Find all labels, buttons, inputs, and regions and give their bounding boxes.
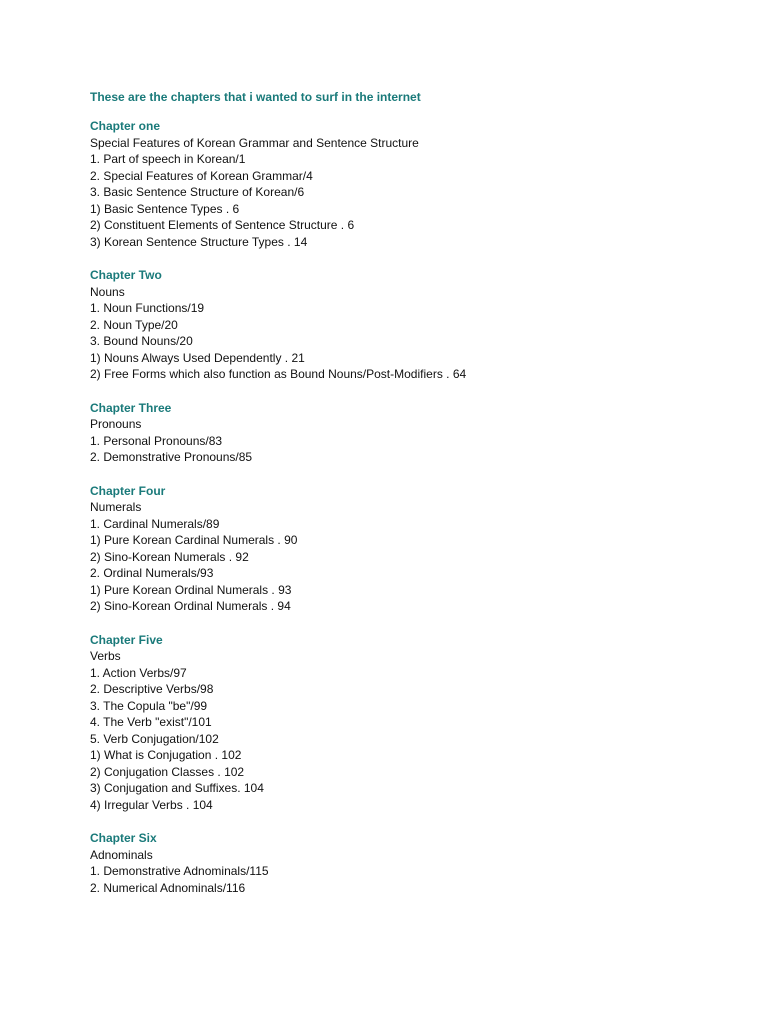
list-item: 1) What is Conjugation . 102	[90, 748, 242, 762]
list-item: 1) Basic Sentence Types . 6	[90, 201, 240, 216]
intro-heading: These are the chapters that i wanted to surf in the internet	[90, 90, 421, 104]
chapter-subtitle: Numerals	[90, 500, 142, 514]
list-item: 3. Bound Nouns/20	[90, 334, 193, 348]
list-item: 3. Basic Sentence Structure of Korean/6	[90, 185, 305, 199]
list-item: 1. Personal Pronouns/83	[90, 433, 223, 448]
chapter-title: Chapter Five	[90, 632, 163, 647]
list-item: 1. Part of speech in Korean/1	[90, 152, 246, 166]
chapter-subtitle: Pronouns	[90, 417, 142, 431]
chapter-title: Chapter Four	[90, 483, 166, 498]
chapter-section	[90, 267, 730, 383]
list-item: 1. Demonstrative Adnominals/115	[90, 864, 269, 878]
list-item: 1. Noun Functions/19	[90, 301, 205, 315]
chapter-subtitle: Special Features of Korean Grammar and Sentence Structure	[90, 135, 419, 150]
chapter-item-list	[90, 151, 730, 250]
list-item: 3. The Copula "be"/99	[90, 698, 208, 713]
chapter-item-list	[90, 863, 730, 896]
list-item: 2. Demonstrative Pronouns/85	[90, 450, 253, 464]
list-item: 5. Verb Conjugation/102	[90, 731, 219, 746]
list-item: 4. The Verb "exist"/101	[90, 715, 212, 729]
chapter-title: Chapter Six	[90, 831, 157, 845]
list-item: 1) Pure Korean Cardinal Numerals . 90	[90, 533, 298, 547]
chapter-subtitle: Verbs	[90, 649, 121, 663]
chapter-section	[90, 483, 730, 615]
chapter-section	[90, 830, 730, 896]
document-page	[90, 89, 730, 913]
list-item: 2. Descriptive Verbs/98	[90, 682, 214, 696]
list-item: 1) Pure Korean Ordinal Numerals . 93	[90, 582, 292, 597]
chapter-item-list	[90, 665, 730, 814]
chapter-subtitle: Adnominals	[90, 847, 153, 862]
chapter-section	[90, 400, 730, 466]
chapter-item-list	[90, 516, 730, 615]
list-item: 2) Free Forms which also function as Bound Nouns/Post-Modifiers . 64	[90, 367, 467, 381]
list-item: 2) Sino-Korean Ordinal Numerals . 94	[90, 599, 291, 613]
list-item: 1. Action Verbs/97	[90, 665, 187, 680]
list-item: 2. Noun Type/20	[90, 317, 178, 332]
chapter-item-list	[90, 300, 730, 383]
list-item: 1) Nouns Always Used Dependently . 21	[90, 350, 305, 365]
chapter-title: Chapter Two	[90, 268, 162, 282]
chapter-section	[90, 632, 730, 814]
list-item: 2. Special Features of Korean Grammar/4	[90, 168, 313, 183]
chapter-list	[90, 118, 730, 896]
chapter-subtitle: Nouns	[90, 284, 125, 299]
chapter-title: Chapter one	[90, 119, 161, 133]
list-item: 1. Cardinal Numerals/89	[90, 516, 220, 531]
list-item: 2) Constituent Elements of Sentence Structure . 6	[90, 218, 355, 232]
list-item: 3) Korean Sentence Structure Types . 14	[90, 234, 308, 249]
list-item: 2. Numerical Adnominals/116	[90, 880, 246, 895]
list-item: 3) Conjugation and Suffixes. 104	[90, 781, 264, 795]
list-item: 2. Ordinal Numerals/93	[90, 566, 214, 580]
list-item: 2) Conjugation Classes . 102	[90, 764, 245, 779]
chapter-item-list	[90, 433, 730, 466]
chapter-title: Chapter Three	[90, 400, 172, 415]
chapter-section	[90, 118, 730, 250]
list-item: 2) Sino-Korean Numerals . 92	[90, 549, 249, 564]
list-item: 4) Irregular Verbs . 104	[90, 797, 213, 812]
